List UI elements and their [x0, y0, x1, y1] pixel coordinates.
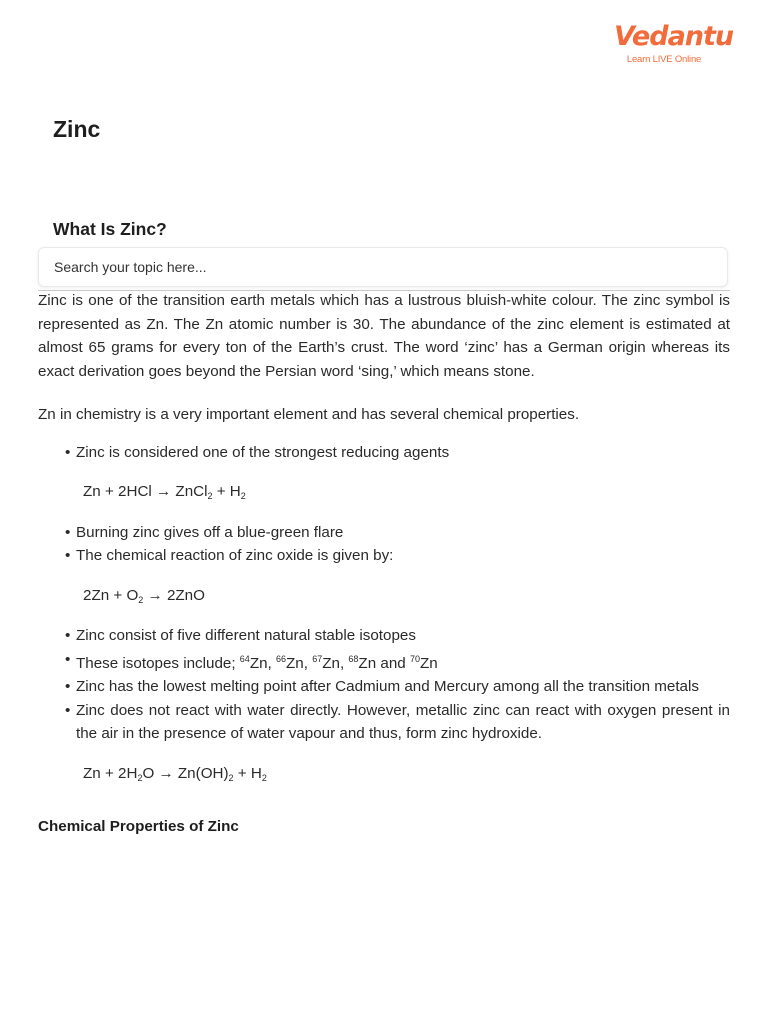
- section-title: What Is Zinc?: [53, 219, 167, 239]
- bullet-text: Zinc has the lowest melting point after Cadmium and Mercury among all the transition metals: [76, 678, 699, 695]
- isotope-separator: ,: [339, 654, 349, 672]
- eq-text: Zn + 2H: [83, 764, 138, 782]
- bullet-dot: •: [65, 678, 71, 695]
- bullet-list: [38, 624, 730, 746]
- page-title: Zinc: [53, 116, 101, 142]
- search-input[interactable]: [39, 248, 714, 286]
- chemistry-paragraph: Zn in chemistry is a very important element and has several chemical properties.: [38, 406, 580, 423]
- bullet-text: Zinc does not react with water directly. However, metallic zinc can react with oxygen present in the air in the presence of water vapour and thus, form zinc hydroxide.: [76, 701, 730, 742]
- intro-paragraph: Zinc is one of the transition earth metals which has a lustrous bluish-white colour. The zinc symbol is represented as Zn. The Zn atomic number is 30. The abundance of the zinc element is estimated at almost 65 grams for every ton of the Earth’s crust. The word ‘zinc’ has a German origin whereas its exact derivation goes beyond the Persian word ‘sing,’ which means stone.: [38, 292, 730, 380]
- bullet-dot: •: [65, 443, 71, 461]
- isotope-mass: 66: [276, 653, 287, 664]
- logo-tagline: Learn LIVE Online: [626, 54, 702, 65]
- isotope-mass: 64: [239, 653, 250, 664]
- eq-text: 2Zn + O: [83, 586, 139, 604]
- equation-water: [38, 762, 730, 791]
- equation-oxide: [38, 584, 730, 613]
- bullet-text: Burning zinc gives off a blue-green flare: [76, 523, 344, 541]
- isotope-separator: ,: [267, 654, 276, 672]
- isotope-mass: 68: [348, 653, 359, 664]
- bullet-text: Zinc is considered one of the strongest reducing agents: [76, 443, 450, 461]
- isotope-mass: 70: [409, 653, 420, 664]
- list-item: [38, 624, 730, 648]
- eq-text: + H: [212, 483, 241, 500]
- eq-text: + H: [233, 764, 262, 782]
- bullet-text: The chemical reaction of zinc oxide is given by:: [76, 547, 394, 564]
- equation-hcl: [38, 480, 730, 509]
- list-item: [38, 675, 730, 699]
- list-item: [38, 521, 730, 545]
- search-box[interactable]: [38, 247, 728, 287]
- eq-subscript: 2: [261, 772, 267, 783]
- bullet-list: [38, 521, 730, 568]
- isotope-symbol: Zn: [419, 654, 438, 672]
- eq-text: Zn + 2HCl → ZnCl: [83, 483, 208, 500]
- vedantu-logo[interactable]: [614, 21, 734, 66]
- list-item: [38, 699, 730, 746]
- section-subheading: Chemical Properties of Zinc: [38, 818, 239, 835]
- logo-wordmark: Vedantu: [614, 21, 734, 52]
- isotope-symbol: Zn: [249, 654, 268, 672]
- eq-text: → 2ZnO: [143, 586, 205, 604]
- bullet-text: Zinc consist of five different natural stable isotopes: [76, 627, 416, 644]
- eq-subscript: 2: [138, 594, 144, 605]
- bullet-dot: •: [65, 650, 71, 668]
- isotope-symbol: Zn: [286, 654, 304, 672]
- eq-subscript: 2: [137, 772, 143, 783]
- article-content: [38, 289, 730, 839]
- isotope-symbol: Zn: [322, 654, 340, 672]
- isotope-separator: and: [376, 654, 410, 672]
- eq-text: O → Zn(OH): [142, 764, 229, 782]
- list-item: [38, 441, 730, 465]
- isotope-mass: 67: [312, 653, 323, 664]
- eq-subscript: 2: [207, 491, 213, 501]
- bullet-list: [38, 441, 730, 465]
- bullet-dot: •: [65, 701, 71, 719]
- eq-subscript: 2: [240, 491, 246, 501]
- bullet-text: These isotopes include;: [76, 654, 240, 672]
- isotope-symbol: Zn: [358, 654, 377, 672]
- list-item: [38, 648, 730, 676]
- isotope-list: [240, 655, 438, 672]
- isotope-separator: ,: [303, 654, 313, 672]
- bullet-dot: •: [65, 523, 71, 541]
- eq-subscript: 2: [228, 772, 234, 783]
- list-item: [38, 544, 730, 568]
- bullet-dot: •: [65, 627, 71, 644]
- bullet-dot: •: [65, 547, 71, 564]
